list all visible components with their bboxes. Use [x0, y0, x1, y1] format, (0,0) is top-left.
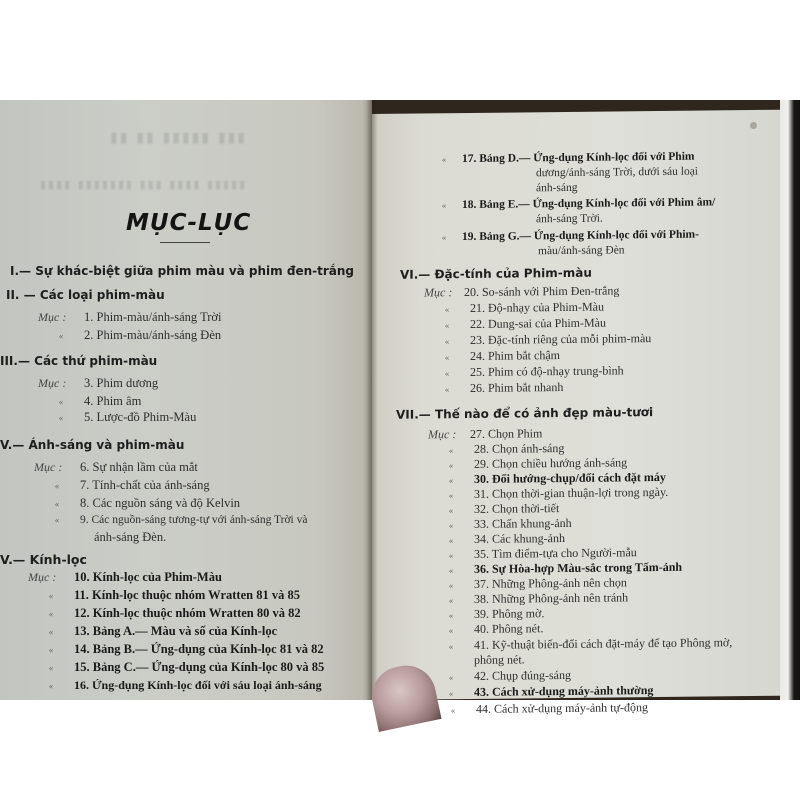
section-heading: VI.— Đặc-tính của Phim-màu — [400, 265, 592, 282]
book-photo — [0, 100, 800, 716]
toc-item: « 35. Tìm điểm-tựa cho Người-mẫu — [448, 545, 637, 561]
toc-item: « 11. Kính-lọc thuộc nhóm Wratten 81 và 85 — [48, 588, 300, 602]
toc-item: « 19. Bảng G.— Ứng-dụng Kính-lọc đối với Phim- — [441, 228, 699, 244]
left-page — [0, 100, 372, 700]
toc-item: « 7. Tính-chất của ánh-sáng — [54, 478, 210, 492]
section-heading: VII.— Thế nào để có ảnh đẹp màu-tươi — [396, 405, 654, 422]
toc-item: « 26. Phim bắt nhanh — [444, 379, 564, 395]
toc-item-continuation: phông nét. — [474, 652, 525, 667]
toc-item: « 13. Bảng A.— Màu và số của Kính-lọc — [48, 624, 278, 638]
toc-item: « 29. Chọn chiều hướng ánh-sáng — [448, 455, 628, 471]
toc-item: « 18. Bảng E.— Ứng-dụng Kính-lọc đối với Phim âm/ — [441, 196, 716, 212]
toc-item: « 5. Lược-đồ Phim-Màu — [58, 410, 197, 424]
toc-item: « 40. Phông nét. — [448, 621, 544, 636]
toc-item: « 38. Những Phông-ảnh nên tránh — [448, 590, 629, 606]
toc-item: « 28. Chọn ánh-sáng — [448, 440, 565, 456]
toc-item: « 39. Phông mờ. — [448, 606, 545, 621]
book-spine-shadow — [366, 100, 378, 700]
section-heading: I.— Sự khác-biệt giữa phim màu và phim đen-trắng — [10, 264, 354, 278]
toc-item: « 37. Những Phông-ảnh nên chọn — [448, 575, 627, 591]
toc-item: Mục : 10. Kính-lọc của Phim-Màu — [28, 570, 222, 584]
toc-item: « 15. Bảng C.— Ứng-dụng của Kính-lọc 80 và 85 — [48, 660, 325, 674]
toc-item: « 23. Đặc-tính riêng của mỗi phim-màu — [444, 331, 652, 347]
toc-item: « 36. Sự Hòa-hợp Màu-sắc trong Tấm-ảnh — [448, 559, 683, 576]
toc-item: « 33. Chấn khung-ảnh — [448, 515, 572, 531]
toc-item-continuation: màu/ánh-sáng Đèn — [538, 244, 625, 258]
toc-item: Mục : 1. Phim-màu/ánh-sáng Trời — [38, 310, 222, 324]
toc-item-continuation: ánh-sáng — [536, 181, 578, 195]
toc-item: « 24. Phim bắt chậm — [444, 348, 560, 363]
toc-item: « 9. Các nguồn-sáng tương-tự với ánh-sáng Trời và — [54, 514, 308, 526]
toc-item: « 12. Kính-lọc thuộc nhóm Wratten 80 và 82 — [48, 606, 301, 620]
page-title: MỤC-LỤC — [126, 210, 252, 236]
toc-item: Mục : 20. So-sánh với Phim Đen-trắng — [424, 283, 620, 300]
toc-item: « 32. Chọn thời-tiết — [448, 501, 560, 516]
page-edge — [780, 100, 800, 700]
bleed-through-text: ▮▮ ▮▮ ▮▮▮▮▮ ▮▮▮ — [110, 130, 248, 146]
toc-item: « 4. Phim âm — [58, 394, 142, 408]
toc-item: « 41. Kỹ-thuật biến-đổi cách đặt-máy để tạo Phông mờ, — [448, 635, 733, 652]
toc-item: « 14. Bảng B.— Ứng-dụng của Kính-lọc 81 và 82 — [48, 642, 324, 656]
toc-item: Mục : 3. Phim dương — [38, 376, 159, 390]
toc-item: « 42. Chụp đúng-sáng — [448, 667, 571, 683]
toc-item: « 25. Phim có độ-nhạy trung-bình — [444, 363, 624, 379]
section-heading: V.— Kính-lọc — [0, 552, 87, 567]
toc-item: « 17. Bảng D.— Ứng-dụng Kính-lọc đối với Phim — [441, 150, 695, 166]
toc-item-continuation: ánh-sáng Đèn. — [94, 530, 167, 544]
section-heading: II. — Các loại phim-màu — [6, 288, 165, 302]
toc-item: « 8. Các nguồn sáng và độ Kelvin — [54, 496, 241, 510]
toc-item: Mục : 6. Sự nhận lầm của mắt — [34, 460, 198, 474]
toc-item: Mục : 27. Chọn Phim — [428, 426, 543, 442]
page-stain — [750, 122, 757, 129]
toc-item: « 16. Ứng-dụng Kính-lọc đối với sáu loại ánh-sáng — [48, 678, 322, 692]
toc-item: « 43. Cách xử-dụng máy-ảnh thường — [448, 683, 654, 699]
title-underline — [160, 242, 210, 243]
toc-item-continuation: ánh-sáng Trời. — [536, 212, 603, 226]
right-page — [372, 110, 780, 716]
section-heading: V.— Ánh-sáng và phim-màu — [0, 438, 185, 452]
bleed-through-text: ▮▮▮▮ ▮▮▮▮▮▮▮ ▮▮▮ ▮▮▮▮ ▮▮▮▮▮ — [40, 178, 248, 191]
toc-item: « 21. Độ-nhạy của Phim-Màu — [444, 299, 604, 315]
section-heading: III.— Các thứ phim-màu — [0, 354, 158, 368]
toc-item: « 22. Dung-sai của Phim-Màu — [444, 315, 606, 331]
toc-item: « 44. Cách xử-dụng máy-ảnh tự-động — [450, 700, 648, 716]
toc-item: « 2. Phim-màu/ánh-sáng Đèn — [58, 328, 222, 342]
toc-item: « 31. Chọn thời-gian thuận-lợi trong ngày. — [448, 484, 669, 501]
toc-item-continuation: dương/ánh-sáng Trời, dưới sáu loại — [536, 165, 698, 180]
toc-item: « 34. Các khung-ảnh — [448, 530, 565, 546]
toc-item: « 30. Đổi hướng-chụp/đổi cách đặt máy — [448, 469, 666, 486]
